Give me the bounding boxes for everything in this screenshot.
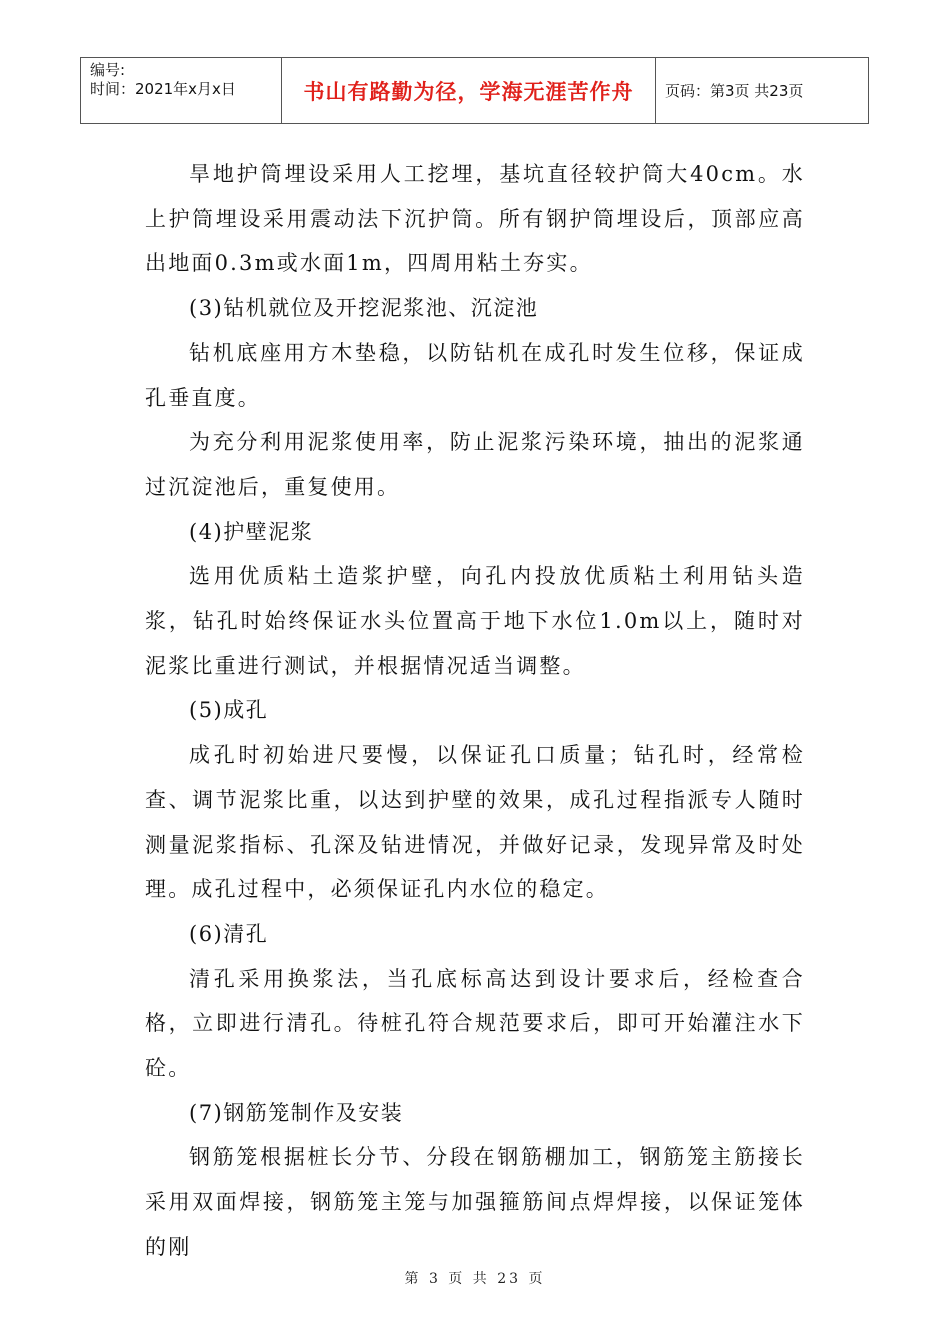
- body-paragraph: 成孔时初始进尺要慢，以保证孔口质量；钻孔时，经常检查、调节泥浆比重，以达到护壁的效果，成孔过程指派专人随时测量泥浆指标、孔深及钻进情况，并做好记录，发现异常及时处理。成孔过程中，必须保证孔内水位的稳定。: [145, 743, 805, 902]
- body-paragraph: 钻机底座用方木垫稳，以防钻机在成孔时发生位移，保证成孔垂直度。: [145, 340, 805, 410]
- body-paragraph: 钢筋笼根据桩长分节、分段在钢筋棚加工，钢筋笼主筋接长采用双面焊接，钢筋笼主笼与加强箍筋间点焊焊接，以保证笼体的刚: [145, 1145, 805, 1259]
- body-paragraph: 为充分利用泥浆使用率，防止泥浆污染环境，抽出的泥浆通过沉淀池后，重复使用。: [145, 430, 805, 499]
- header-motto: 书山有路勤为径，学海无涯苦作舟: [282, 58, 656, 123]
- section-heading: (6)清孔: [189, 921, 269, 946]
- body-paragraph: 旱地护筒埋设采用人工挖埋，基坑直径较护筒大40cm。水上护筒埋设采用震动法下沉护筒。所有钢护筒埋设后，顶部应高出地面0.3m或水面1m，四周用粘土夯实。: [145, 162, 805, 276]
- section-heading: (3)钻机就位及开挖泥浆池、沉淀池: [189, 296, 539, 321]
- section-heading: (5)成孔: [189, 698, 269, 723]
- header-page-number: 页码：第3页 共23页: [665, 82, 804, 100]
- document-body: [145, 152, 805, 1270]
- document-number-label: 编号:: [90, 61, 126, 79]
- body-paragraph: 选用优质粘土造浆护壁，向孔内投放优质粘土利用钻头造浆，钻孔时始终保证水头位置高于地下水位1.0m以上，随时对泥浆比重进行测试，并根据情况适当调整。: [145, 564, 805, 678]
- header-meta: [81, 58, 282, 123]
- document-header: [80, 57, 869, 124]
- section-heading: (7)钢筋笼制作及安装: [189, 1100, 404, 1125]
- body-paragraph: 清孔采用换浆法，当孔底标高达到设计要求后，经检查合格，立即进行清孔。待桩孔符合规范要求后，即可开始灌注水下砼。: [145, 966, 805, 1081]
- page-footer: 第 3 页 共 23 页: [404, 1271, 546, 1287]
- section-heading: (4)护壁泥浆: [189, 519, 314, 544]
- document-time-label: 时间：2021年x月x日: [90, 80, 236, 98]
